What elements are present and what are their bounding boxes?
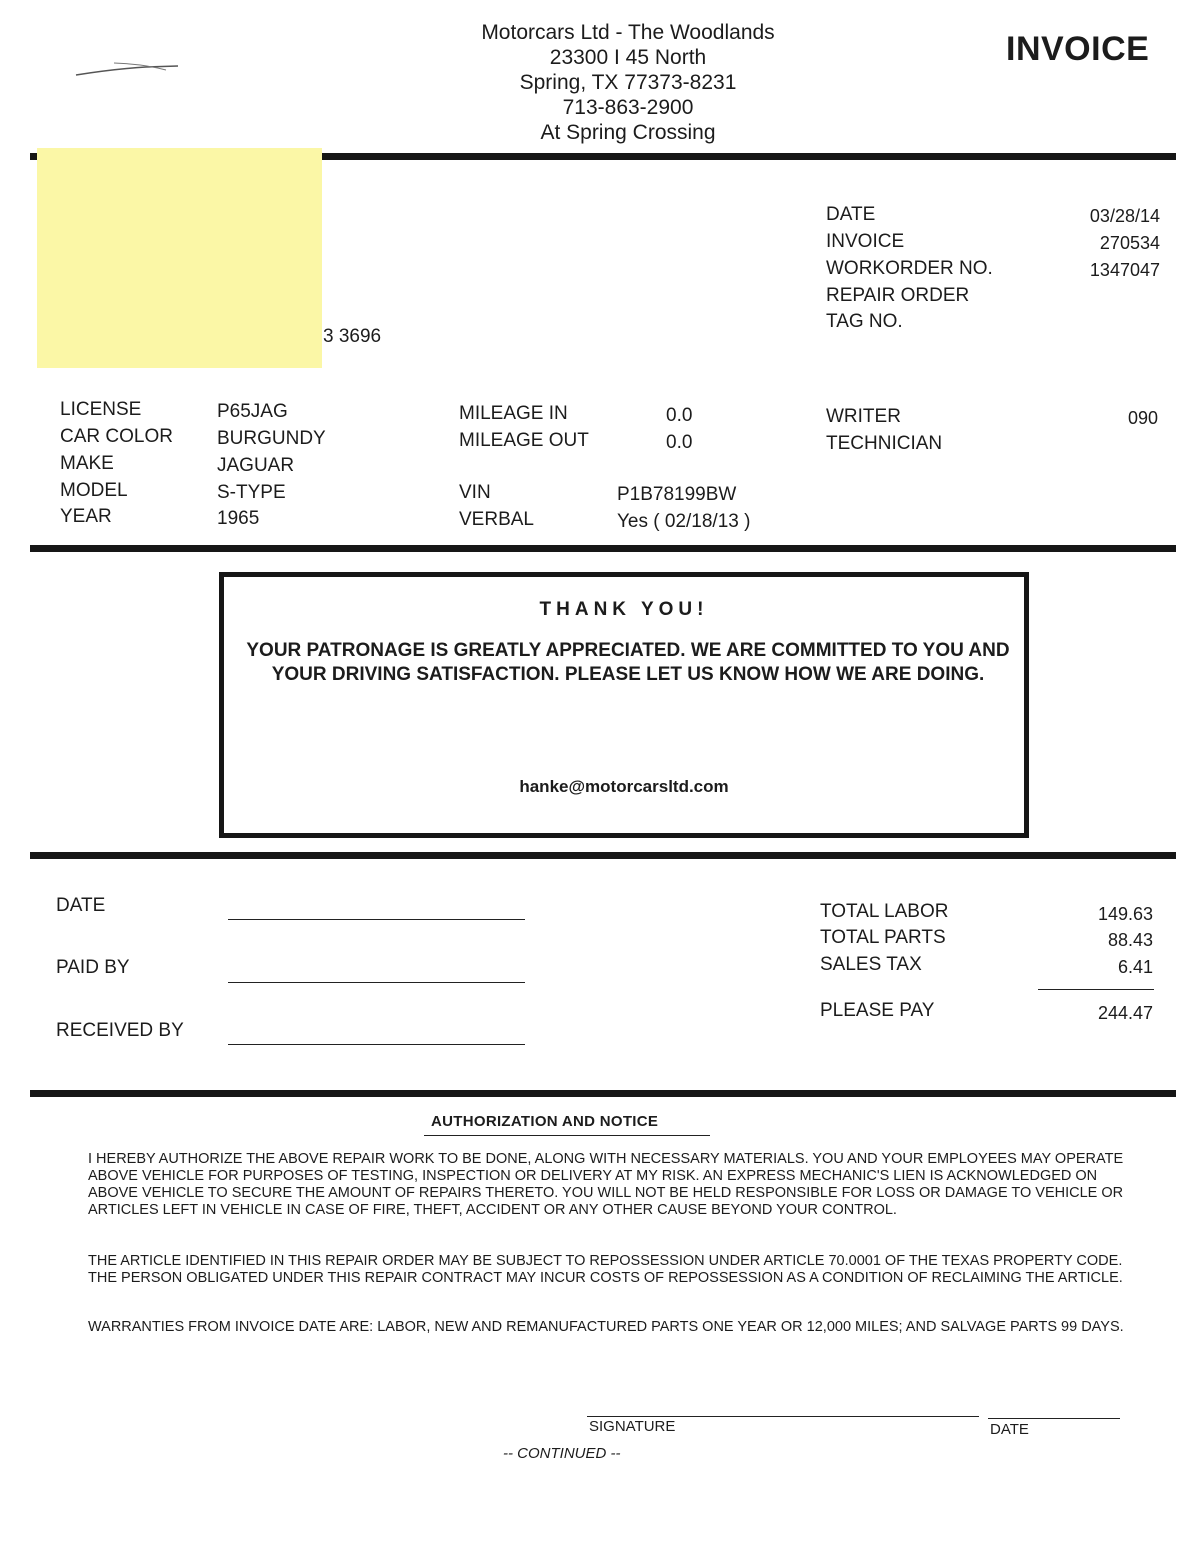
vehicle-label-mileage-out: MILEAGE OUT (459, 430, 589, 451)
signature-label: SIGNATURE (589, 1418, 676, 1435)
company-address-block (428, 20, 828, 145)
vehicle-label-model: MODEL (60, 480, 128, 501)
received-by-line (228, 1044, 525, 1045)
vehicle-label-license: LICENSE (60, 399, 142, 420)
customer-partial-text: 3 3696 (323, 326, 382, 347)
divider-notice (30, 1090, 1176, 1097)
company-city: Spring, TX 77373-8231 (519, 71, 737, 94)
divider-vehicle (30, 545, 1176, 552)
total-value-parts: 88.43 (1107, 930, 1153, 950)
notice-title: AUTHORIZATION AND NOTICE (431, 1113, 659, 1130)
notice-title-underline (424, 1135, 710, 1136)
signature-line (587, 1416, 979, 1417)
notice-paragraph-repossession: THE ARTICLE IDENTIFIED IN THIS REPAIR ORDER MAY BE SUBJECT TO REPOSSESSION UNDER ARTICLE 70.0001 OF THE TEXAS PROPERTY CODE. THE PERSON OBLIGATED UNDER THIS REPAIR CONTRACT MAY INCUR COSTS OF REPOSSESSION AS A CONDITION OF RECLAIMING THE ARTICLE. (88, 1253, 1123, 1286)
vehicle-label-writer: WRITER (826, 406, 901, 427)
notice-paragraph-authorization: I HEREBY AUTHORIZE THE ABOVE REPAIR WORK TO BE DONE, ALONG WITH NECESSARY MATERIALS. YOU AND YOUR EMPLOYEES MAY OPERATE ABOVE VEHICLE FOR PURPOSES OF TESTING, INSPECTION OR DELIVERY AT MY RISK. AN EXPRESS MECHANIC'S LIEN IS ACKNOWLEDGED ON ABOVE VEHICLE TO SECURE THE AMOUNT OF REPAIRS THERETO. YOU WILL NOT BE HELD RESPONSIBLE FOR LOSS OR DAMAGE TO VEHICLE OR ARTICLES LEFT IN VEHICLE IN CASE OF FIRE, THEFT, ACCIDENT OR ANY OTHER CAUSE BEYOND YOUR CONTROL. (88, 1151, 1124, 1218)
signature-date-line (988, 1418, 1120, 1419)
vehicle-label-vin: VIN (459, 482, 491, 503)
vehicle-value-vin: P1B78199BW (617, 484, 737, 505)
totals-sum-line (1038, 989, 1154, 990)
total-label-parts: TOTAL PARTS (820, 927, 946, 948)
vehicle-label-verbal: VERBAL (459, 509, 534, 530)
vehicle-value-color: BURGUNDY (217, 428, 326, 449)
paid-by-line (228, 982, 525, 983)
payment-label-date: DATE (56, 895, 106, 916)
company-location: At Spring Crossing (540, 121, 716, 144)
continued-note: -- CONTINUED -- (503, 1445, 621, 1462)
info-label-tag: TAG NO. (826, 311, 903, 332)
total-label-tax: SALES TAX (820, 954, 922, 975)
notice-paragraph-warranty: WARRANTIES FROM INVOICE DATE ARE: LABOR, NEW AND REMANUFACTURED PARTS ONE YEAR OR 12,000 MILES; AND SALVAGE PARTS 99 DAYS. (88, 1319, 1124, 1335)
company-street: 23300 I 45 North (549, 46, 707, 69)
vehicle-value-mileage-in: 0.0 (666, 405, 693, 426)
info-label-workorder: WORKORDER NO. (826, 258, 993, 279)
vehicle-value-make: JAGUAR (217, 455, 295, 476)
info-value-date: 03/28/14 (1089, 206, 1160, 226)
total-value-labor: 149.63 (1097, 904, 1153, 924)
vehicle-label-color: CAR COLOR (60, 426, 173, 447)
pen-mark-icon (74, 60, 184, 82)
info-label-repair-order: REPAIR ORDER (826, 285, 970, 306)
vehicle-value-verbal: Yes ( 02/18/13 ) (617, 511, 751, 532)
sticky-note (37, 148, 322, 368)
vehicle-value-model: S-TYPE (217, 482, 286, 503)
total-label-labor: TOTAL LABOR (820, 901, 949, 922)
vehicle-label-mileage-in: MILEAGE IN (459, 403, 568, 424)
vehicle-value-writer: 090 (1127, 408, 1158, 428)
total-value-tax: 6.41 (1117, 957, 1153, 977)
divider-payment (30, 852, 1176, 859)
vehicle-value-mileage-out: 0.0 (666, 432, 693, 453)
contact-email: hanke@motorcarsltd.com (519, 777, 729, 796)
total-value-please-pay: 244.47 (1097, 1003, 1153, 1023)
payment-label-received-by: RECEIVED BY (56, 1020, 184, 1041)
company-phone: 713-863-2900 (562, 96, 694, 119)
payment-date-line (228, 919, 525, 920)
info-label-date: DATE (826, 204, 876, 225)
vehicle-label-make: MAKE (60, 453, 114, 474)
vehicle-value-license: P65JAG (217, 401, 288, 422)
thank-you-box (219, 572, 1029, 838)
vehicle-value-year: 1965 (217, 508, 260, 529)
info-label-invoice: INVOICE (826, 231, 905, 252)
total-label-please-pay: PLEASE PAY (820, 1000, 935, 1021)
thank-you-title: THANK YOU! (539, 599, 709, 620)
info-value-invoice: 270534 (1099, 233, 1160, 253)
signature-date-label: DATE (990, 1421, 1029, 1438)
info-value-workorder: 1347047 (1089, 260, 1160, 280)
vehicle-label-technician: TECHNICIAN (826, 433, 943, 454)
vehicle-label-year: YEAR (60, 506, 112, 527)
document-title: INVOICE (1006, 30, 1150, 68)
payment-label-paid-by: PAID BY (56, 957, 130, 978)
company-name: Motorcars Ltd - The Woodlands (481, 21, 775, 44)
thank-you-message: YOUR PATRONAGE IS GREATLY APPRECIATED. WE ARE COMMITTED TO YOU AND YOUR DRIVING SATISFACTION. PLEASE LET US KNOW HOW WE ARE DOING. (246, 640, 1010, 685)
